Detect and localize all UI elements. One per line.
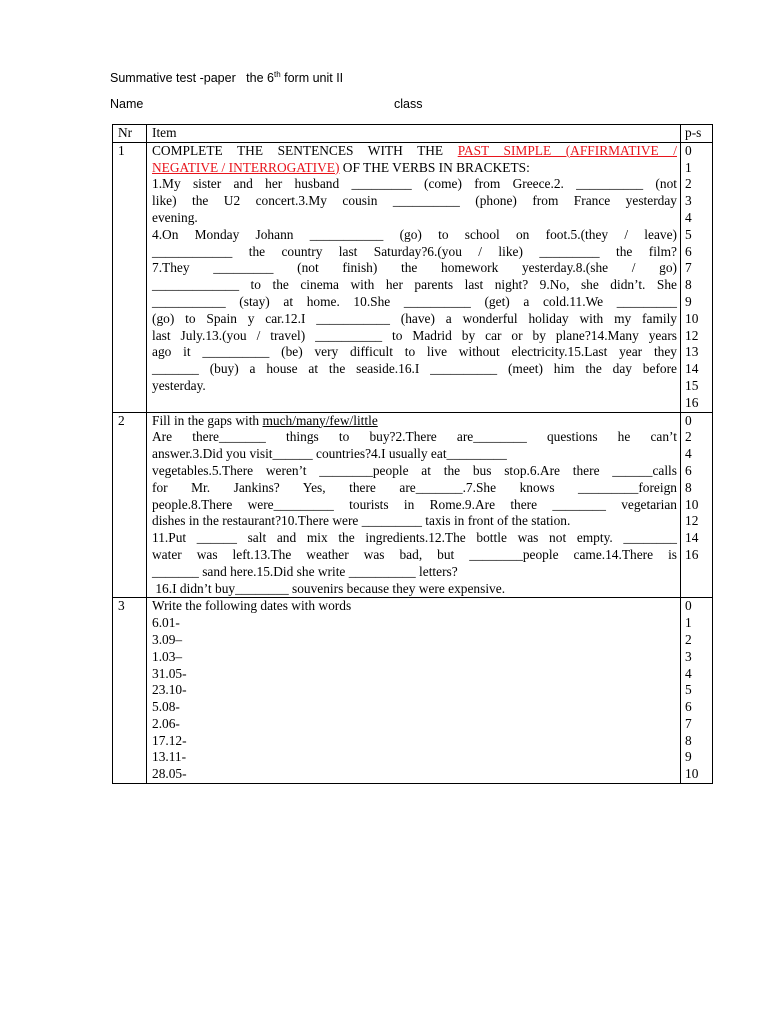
- points-value: 16: [685, 394, 699, 410]
- exercise-line: like) the U2 concert.3.My cousin __________ (phone) from France yesterday: [152, 193, 677, 209]
- points-value: 3: [685, 648, 692, 664]
- exercise-line: 11.Put ______ salt and mix the ingredients.12.The bottle was not empty. ________: [152, 530, 677, 546]
- exercise-content: [147, 142, 681, 412]
- points-column: [681, 142, 713, 412]
- points-value: 10: [685, 496, 699, 512]
- exercise-line: 16.I didn’t buy________ souvenirs because they were expensive.: [152, 580, 506, 596]
- table-row: [113, 142, 713, 412]
- points-value: 6: [685, 699, 692, 715]
- header-nr: Nr: [113, 125, 147, 143]
- exercise-line: water was left.13.The weather was bad, but ________people came.14.There is: [152, 546, 677, 562]
- points-value: 0: [685, 598, 692, 614]
- exercise-instruction: COMPLETE THE SENTENCES WITH THE PAST SIMPLE (AFFIRMATIVE /: [152, 142, 677, 158]
- date-item: 31.05-: [152, 665, 187, 681]
- exercise-line: 4.On Monday Johann ___________ (go) to school on foot.5.(they / leave): [152, 226, 677, 242]
- points-value: 9: [685, 749, 692, 765]
- exercise-line: Are there_______ things to buy?2.There are________ questions he can’t: [152, 429, 677, 445]
- date-item: 2.06-: [152, 715, 180, 731]
- points-value: 8: [685, 277, 692, 293]
- points-value: 0: [685, 412, 692, 428]
- date-item: 23.10-: [152, 682, 187, 698]
- points-value: 7: [685, 260, 692, 276]
- points-value: 15: [685, 377, 699, 393]
- date-item: 5.08-: [152, 699, 180, 715]
- exercise-content: [147, 412, 681, 598]
- points-value: 12: [685, 513, 699, 529]
- exercise-line: evening.: [152, 209, 198, 225]
- points-value: 5: [685, 226, 692, 242]
- points-value: 4: [685, 209, 692, 225]
- header-item: Item: [147, 125, 681, 143]
- date-item: 1.03–: [152, 648, 183, 664]
- exercise-line: _____________ to the cinema with her parents last night? 9.No, she didn’t. She: [152, 277, 677, 293]
- exercise-line: ____________ the country last Saturday?6.(you / like) _________ the film?: [152, 243, 677, 259]
- exercise-line: _______ (buy) a house at the seaside.16.I __________ (meet) him the day before: [152, 361, 677, 377]
- exercise-line: people.8.There were_________ tourists in Rome.9.Are there ________ vegetarian: [152, 496, 677, 512]
- points-value: 6: [685, 243, 692, 259]
- points-value: 0: [685, 142, 692, 158]
- points-value: 1: [685, 159, 692, 175]
- exercise-instruction: Fill in the gaps with much/many/few/little: [152, 412, 378, 428]
- points-value: 3: [685, 193, 692, 209]
- points-value: 6: [685, 462, 692, 478]
- exercise-line: vegetables.5.There weren’t ________people at the bus stop.6.Are there ______calls: [152, 462, 677, 478]
- date-item: 13.11-: [152, 749, 187, 765]
- exercise-line: yesterday.: [152, 377, 206, 393]
- exercise-content: [147, 598, 681, 784]
- points-value: 9: [685, 293, 692, 309]
- points-value: 2: [685, 631, 692, 647]
- exercise-line: 1.My sister and her husband _________ (come) from Greece.2. __________ (not: [152, 176, 677, 192]
- table-row: [113, 598, 713, 784]
- points-value: 2: [685, 429, 692, 445]
- exercise-line: answer.3.Did you visit______ countries?4.I usually eat_________: [152, 446, 507, 462]
- points-value: 14: [685, 530, 699, 546]
- table-row: [113, 412, 713, 598]
- name-label: Name: [110, 97, 144, 111]
- date-item: 6.01-: [152, 615, 180, 631]
- test-table: [112, 124, 713, 784]
- points-value: 5: [685, 682, 692, 698]
- date-item: 28.05-: [152, 766, 187, 782]
- exercise-line: (go) to Spain y car.12.I ___________ (have) a wonderful holiday with my family: [152, 310, 677, 326]
- table-header-row: [113, 125, 713, 143]
- points-value: 1: [685, 615, 692, 631]
- points-value: 13: [685, 344, 699, 360]
- points-value: 16: [685, 546, 699, 562]
- class-label: class: [394, 97, 423, 111]
- exercise-line: ___________ (stay) at home. 10.She __________ (get) a cold.11.We _________: [152, 293, 677, 309]
- points-value: 10: [685, 310, 699, 326]
- exercise-line: _______ sand here.15.Did she write __________ letters?: [152, 563, 458, 579]
- row-number: 1: [113, 142, 147, 412]
- header-ps: p-s: [681, 125, 713, 143]
- points-value: 4: [685, 446, 692, 462]
- exercise-instruction: Write the following dates with words: [152, 598, 352, 614]
- points-value: 7: [685, 715, 692, 731]
- points-value: 2: [685, 176, 692, 192]
- points-column: [681, 412, 713, 598]
- exercise-line: 7.They _________ (not finish) the homework yesterday.8.(she / go): [152, 260, 677, 276]
- points-value: 8: [685, 732, 692, 748]
- points-value: 8: [685, 479, 692, 495]
- points-value: 12: [685, 327, 699, 343]
- points-value: 14: [685, 361, 699, 377]
- points-value: 4: [685, 665, 692, 681]
- row-number: 3: [113, 598, 147, 784]
- date-item: 3.09–: [152, 631, 183, 647]
- date-item: 17.12-: [152, 732, 187, 748]
- exercise-instruction-cont: NEGATIVE / INTERROGATIVE) OF THE VERBS IN BRACKETS:: [152, 159, 530, 175]
- points-value: 10: [685, 766, 699, 782]
- document-title: Summative test -paper the 6th form unit II: [110, 69, 344, 85]
- exercise-line: for Mr. Jankins? Yes, there are_______.7.She knows _________foreign: [152, 479, 677, 495]
- exercise-line: ago it __________ (be) very difficult to live without electricity.15.Last year they: [152, 344, 677, 360]
- exercise-line: last July.13.(you / travel) __________ to Madrid by car or by plane?14.Many years: [152, 327, 677, 343]
- exercise-line: dishes in the restaurant?10.There were _________ taxis in front of the station.: [152, 513, 571, 529]
- points-column: [681, 598, 713, 784]
- row-number: 2: [113, 412, 147, 598]
